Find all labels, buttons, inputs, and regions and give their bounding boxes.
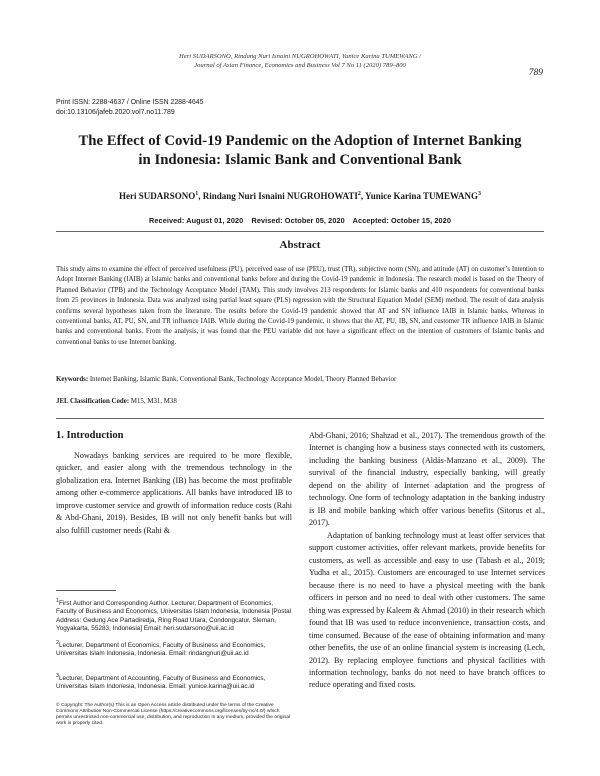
received-date: Received: August 01, 2020 [149, 216, 244, 225]
abstract-text: This study aims to examine the effect of perceived usefulness (PU), perceived ease of use (PEU), trust (TR), subjective norm (SN), and attitude (AT) on customer’s Intention to Adopt Internet Banking (IAIB) at Islamic banks and conventional banks before and during the Covid-19 pandemic in Indonesia. The research model is based on the Theory of Planned Behavior (TPB) and the Technology Acceptance Model (TAM). This study involves 213 respondents for Islamic banks and 410 respondents for conventional banks from 25 provinces in Indonesia. Data was analyzed using partial least square (PLS) regression with the Structural Equation Model (SEM) method. The result of data analysis confirms several hypotheses taken from the literature. The results before the Covid-19 pandemic showed that AT and SN influence IAIB in Islamic banks. Whereas in conventional banks, AT, PU, SN, and TR influence IAIB. While during the Covid-19 pandemic, it shows that the AT, PU, IB, SN, and customer TR influence IAIB in Islamic banks and conventional banks. From the analysis, it was found that the PEU variable did not have a significant effect on the intention of customers of Islamic banks and conventional banks to use Internet banking. [56, 266, 544, 346]
footnote-divider [56, 590, 116, 591]
footnote [56, 639, 292, 659]
page-number: 789 [528, 68, 543, 78]
accepted-date: Accepted: October 15, 2020 [352, 216, 451, 225]
author-name: Yunice Karina TUMEWANG [365, 191, 479, 201]
author-name: Heri SUDARSONO [118, 191, 196, 201]
jel-label: JEL Classification Code: [56, 398, 130, 405]
revised-date: Revised: October 05, 2020 [251, 216, 345, 225]
author-affiliation-mark: 3 [478, 191, 482, 197]
title-line-2: in Indonesia: Islamic Bank and Conventional Bank [138, 152, 462, 168]
copyright-notice: © Copyright: The Author(s) This is an Open Access article distributed under the terms of the Creative Commons Attribution Non-Commercial License (https://creativecommons.org/licenses/by-nc/4.0/) which permits unrestricted non-commercial use, distribution, and reproduction in any medium, provided the original work is properly cited. [56, 703, 291, 726]
author-name: Rindang Nuri Isnaini NUGROHOWATI [202, 191, 358, 201]
keywords-list: Internet Banking, Islamic Bank, Conventional Bank, Technology Acceptance Model, Theory Planned Behavior [89, 376, 397, 383]
footnote-mark: 1 [56, 598, 59, 604]
running-header-journal: Journal of Asian Finance, Economics and Business Vol 7 No 11 (2020) 789–800 [194, 62, 406, 69]
keywords-label: Keywords: [56, 376, 89, 383]
divider [56, 231, 544, 232]
jel-codes: M15, M31, M38 [130, 398, 177, 405]
footnote-text: Lecturer, Department of Economics, Faculty of Business and Economics, Universitas Islam Indonesia, Indonesia. Email: rindangnuri@uii.ac.id [56, 642, 266, 658]
issn-block [56, 98, 203, 117]
keywords-line [56, 375, 544, 385]
author-list: Heri SUDARSONO$^1$, Rindang Nuri Isnaini NUGROHOWATI$^2$, Yunice Karina TUMEWANG$^3$ [118, 191, 482, 201]
abstract-heading: Abstract [279, 239, 321, 251]
title-line-1: The Effect of Covid-19 Pandemic on the Adoption of Internet Banking [78, 133, 522, 149]
footnote-mark: 2 [56, 640, 59, 646]
submission-dates [40, 216, 560, 225]
paper-title [40, 132, 560, 170]
footnote-text: First Author and Corresponding Author. Lecturer, Department of Economics, Faculty of Business and Economics, Universitas Islam Indonesia, Indonesia [Postal Address: Gedung Ace Partadiredja, Ring Road Utara, Condongcatur, Sleman, Yogyakarta, 55283, Indonesia] Email: heri.sudarsono@uii.ac.id [56, 600, 292, 633]
author-affiliation-mark: 2 [357, 191, 361, 197]
issn-text: Print ISSN: 2288-4637 / Online ISSN 2288-4645 [56, 99, 204, 106]
intro-paragraph-1: Nowadays banking services are required to be more flexible, quicker, and easier along with the tremendous technology in the globalization era. Internet Banking (IB) has become the most profitable among other e-commerce applications. All banks have introduced IB to improve customer service and growth of information reduce costs (Rahi & Abd-Ghani, 2019). Besides, IB will not only benefit banks but will also fulfill customer needs (Rahi & [56, 451, 292, 535]
intro-paragraph-2: Adaptation of banking technology must at least offer services that support customer activities, offer relevant markets, provide benefits for customers, as well as accessible and easy to use (Tabash et al., 2019; Yudha et al., 2015). Customers are encouraged to use Internet services because there is no need to have a physical meeting with the bank officers in person and no need to deal with other customers. The same thing was expressed by Kaleem & Ahmad (2010) in their research which found that IB was used to reduce inconvenience, transaction costs, and time consumed. Because of the ease of obtaining information and many other benefits, the use of an online financial system is increasing (Lech, 2012). By replacing employee functions and physical facilities with information technology, banks do not need to have branch offices to reduce operating and fixed costs. [309, 531, 545, 690]
footnote [56, 672, 292, 692]
jel-line [56, 397, 544, 407]
running-header [0, 52, 600, 70]
divider [56, 418, 544, 419]
footnote-text: Lecturer, Department of Accounting, Faculty of Business and Economics, Universitas Islam Indonesia, Indonesia. Email: yunice.karina@uii.ac.id [56, 675, 266, 691]
section-heading-introduction: 1. Introduction [56, 430, 124, 441]
intro-paragraph-1-continued: Abd-Ghani, 2016; Shahzad et al., 2017). The tremendous growth of the Internet is changing how a business stays connected with its customers, including the banking business (Aldás-Manzano et al., 2009). The survival of the financial industry, especially banking, will greatly depend on the ability of Internet adaptation and the progress of technology. One form of technology adaptation in the banking industry is IB and mobile banking which offer various benefits (Sitorus et al., 2017). [309, 431, 545, 528]
footnote-mark: 3 [56, 673, 59, 679]
author-affiliation-mark: 1 [195, 191, 199, 197]
running-header-authors: Heri SUDARSONO, Rindang Nuri Isnaini NUGROHOWATI, Yunice Karina TUMEWANG / [178, 53, 421, 60]
doi-link[interactable]: doi:10.13106/jafeb.2020.vol7.no11.789 [56, 108, 175, 116]
footnote [56, 597, 292, 633]
